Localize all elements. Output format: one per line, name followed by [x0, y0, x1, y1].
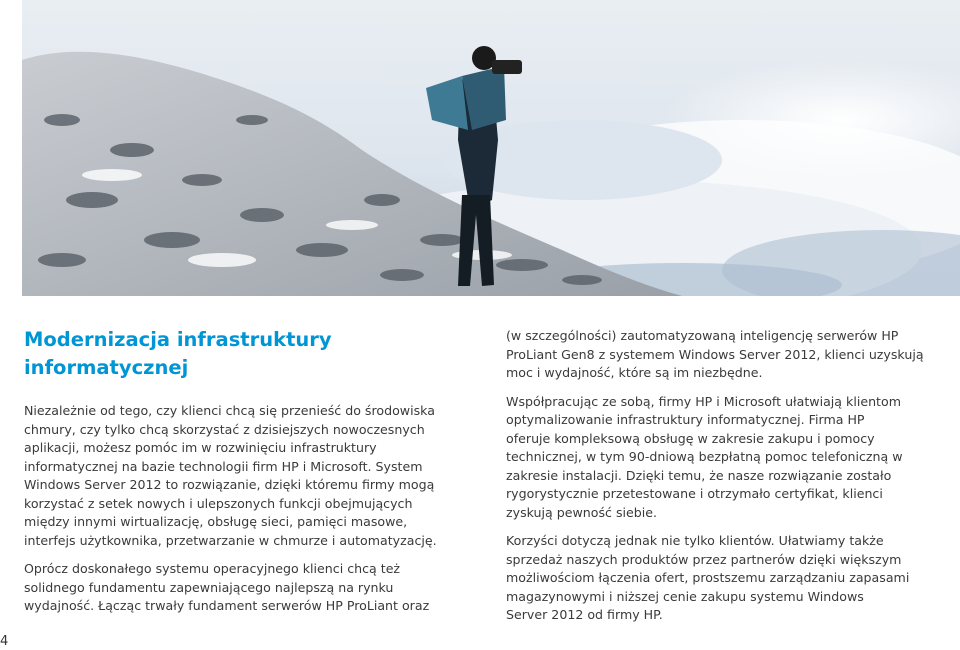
text-line: oferuje kompleksową obsługę w zakresie zakupu i pomocy [506, 430, 875, 446]
text-line: Server 2012 od firmy HP. [506, 607, 663, 622]
right-paragraph-3 [506, 532, 956, 625]
section-heading-line-1: Modernizacja infrastruktury [24, 328, 332, 351]
text-line: zyskują pewność siebie. [506, 504, 658, 520]
left-paragraph-1 [24, 402, 474, 550]
text-line: ProLiant Gen8 z systemem Windows Server 2012, klienci uzyskują [506, 346, 924, 362]
text-line: zakresie instalacji. Dzięki temu, że nasze rozwiązanie zostało [506, 467, 892, 483]
text-line: wydajność. Łącząc trwały fundament serwerów HP ProLiant oraz [24, 598, 430, 613]
left-paragraph-2 [24, 560, 474, 616]
text-line: technicznej, w tym 90-dniową bezpłatną pomoc telefoniczną w [506, 449, 903, 464]
mountain-photographer-image [22, 0, 960, 296]
text-line: Oprócz doskonałego systemu operacyjnego klienci chcą też [24, 561, 401, 576]
text-line: Niezależnie od tego, czy klienci chcą się przenieść do środowiska [24, 403, 435, 418]
text-line: Współpracując ze sobą, firmy HP i Microsoft ułatwiają klientom [506, 393, 901, 409]
text-line: (w szczególności) zautomatyzowaną inteligencję serwerów HP [506, 328, 899, 343]
text-line: interfejs użytkownika, przetwarzanie w chmurze i automatyzację. [24, 532, 437, 548]
text-line: możliwościom łączenia ofert, prostszemu zarządzaniu zapasami [506, 570, 910, 585]
text-line: magazynowymi i niższej cenie zakupu systemu Windows [506, 588, 864, 604]
text-line: rygorystycznie przetestowane i otrzymało certyfikat, klienci [506, 486, 883, 501]
text-line: Windows Server 2012 to rozwiązanie, dzięki któremu firmy mogą [24, 477, 435, 492]
page-number: 4 [0, 634, 9, 649]
text-line: informatycznej na bazie technologii firm HP i Microsoft. System [24, 458, 423, 474]
text-line: optymalizowanie infrastruktury informatycznej. Firma HP [506, 412, 865, 427]
hero-photo [22, 0, 960, 296]
left-column [24, 402, 474, 616]
section-heading [24, 326, 424, 382]
text-line: chmury, czy tylko chcą skorzystać z dzisiejszych nowoczesnych [24, 421, 425, 437]
right-paragraph-2 [506, 393, 956, 523]
section-heading-line-2: informatycznej [24, 356, 189, 379]
text-line: Korzyści dotyczą jednak nie tylko klientów. Ułatwiamy także [506, 533, 884, 548]
text-line: aplikacji, możesz pomóc im w rozwinięciu infrastruktury [24, 440, 377, 455]
right-paragraph-1 [506, 327, 956, 383]
text-line: moc i wydajność, które są im niezbędne. [506, 365, 763, 380]
text-line: korzystać z setek nowych i ulepszonych funkcji obejmujących [24, 495, 413, 511]
text-line: między innymi wirtualizację, obsługę sieci, pamięci masowe, [24, 514, 408, 529]
text-line: solidnego fundamentu zapewniającego najlepszą na rynku [24, 579, 394, 595]
right-column [506, 327, 956, 625]
text-line: sprzedaż naszych produktów przez partnerów dzięki większym [506, 551, 902, 567]
